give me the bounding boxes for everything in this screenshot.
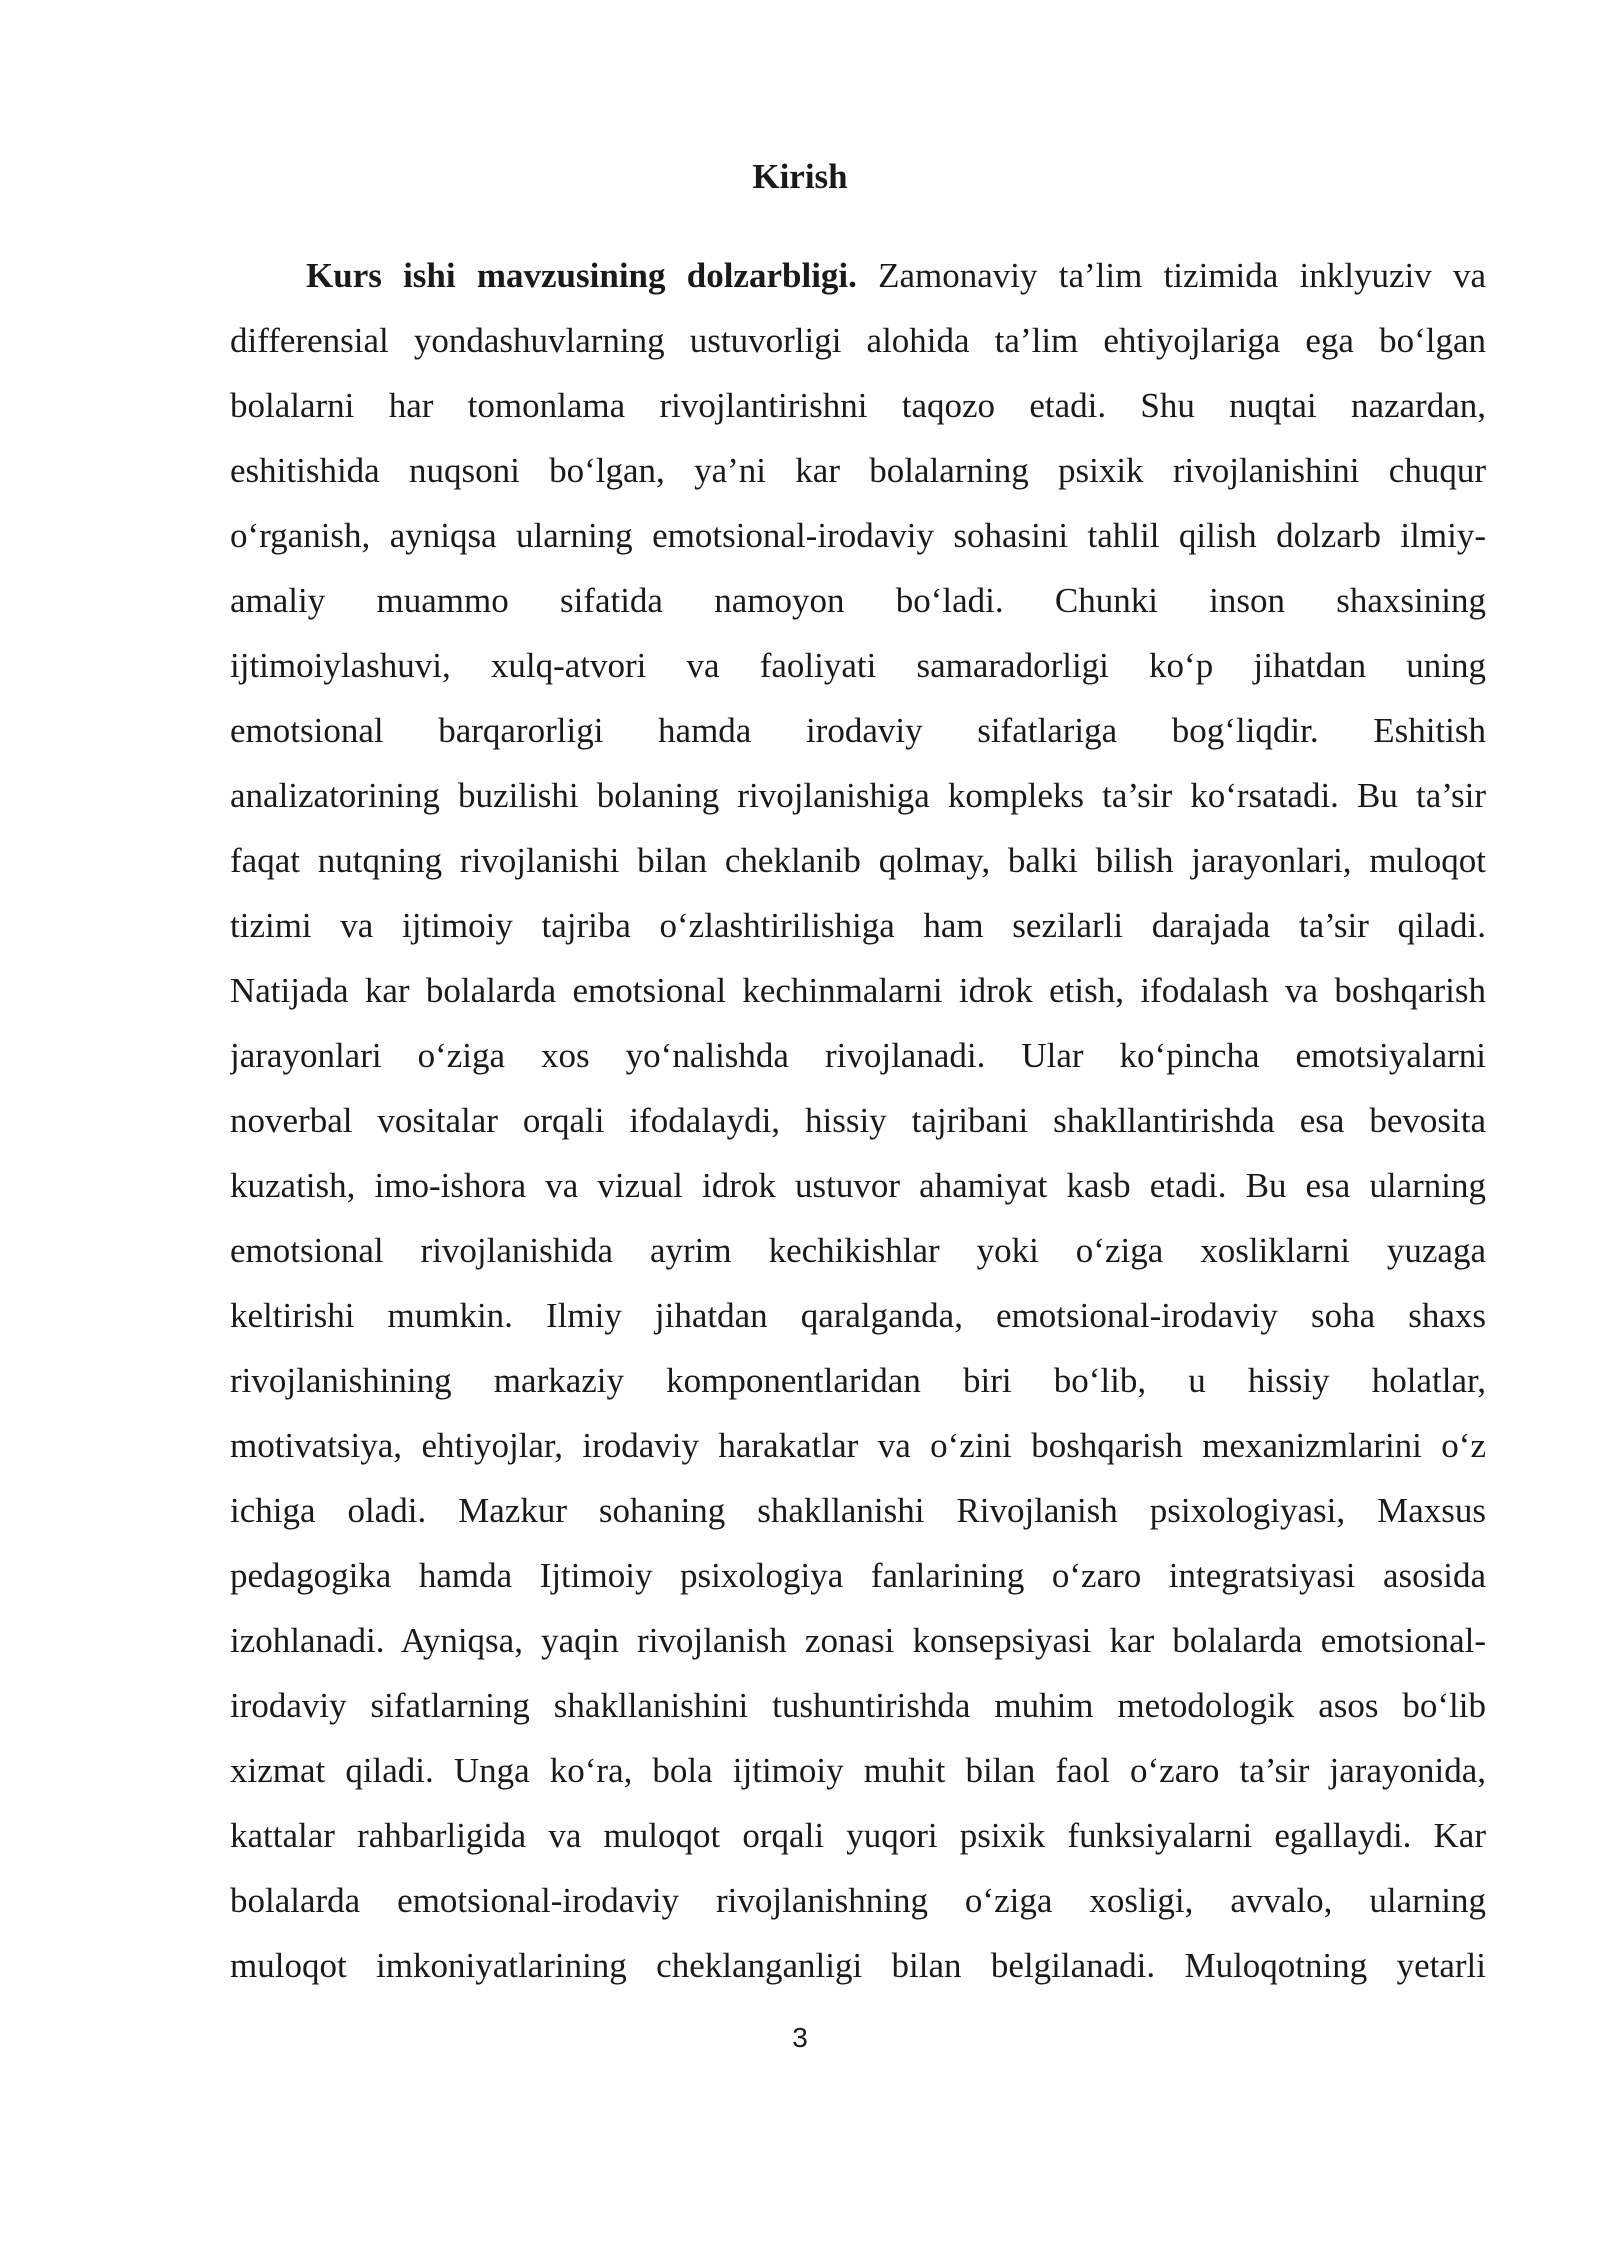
paragraph-line: bolalarni har tomonlama rivojlantirishni taqozo etadi. Shu nuqtai nazardan,	[230, 386, 1486, 425]
paragraph-line: bolalarda emotsional-irodaviy rivojlanishning o‘ziga xosligi, avvalo, ularning	[230, 1881, 1486, 1920]
section-heading: Kirish	[752, 157, 848, 196]
paragraph-line: tizimi va ijtimoiy tajriba o‘zlashtirilishiga ham sezilarli darajada ta’sir qiladi.	[230, 906, 1486, 945]
paragraph-line: jarayonlari o‘ziga xos yo‘nalishda rivojlanadi. Ular ko‘pincha emotsiyalarni	[230, 1036, 1486, 1075]
paragraph-line: muloqot imkoniyatlarining cheklanganligi bilan belgilanadi. Muloqotning yetarli	[230, 1946, 1486, 1985]
paragraph-line: rivojlanishining markaziy komponentlaridan biri bo‘lib, u hissiy holatlar,	[230, 1361, 1486, 1400]
paragraph-line: differensial yondashuvlarning ustuvorligi alohida ta’lim ehtiyojlariga ega bo‘lgan	[230, 321, 1486, 360]
paragraph-line: xizmat qiladi. Unga ko‘ra, bola ijtimoiy muhit bilan faol o‘zaro ta’sir jarayonida,	[230, 1751, 1486, 1790]
paragraph-line: analizatorining buzilishi bolaning rivojlanishiga kompleks ta’sir ko‘rsatadi. Bu ta’sir	[230, 776, 1486, 815]
paragraph-line: pedagogika hamda Ijtimoiy psixologiya fanlarining o‘zaro integratsiyasi asosida	[230, 1556, 1486, 1595]
paragraph-line: izohlanadi. Ayniqsa, yaqin rivojlanish zonasi konsepsiyasi kar bolalarda emotsional-	[230, 1621, 1486, 1660]
body-paragraph	[230, 243, 1486, 1998]
paragraph-line: ijtimoiylashuvi, xulq-atvori va faoliyati samaradorligi ko‘p jihatdan uning	[230, 646, 1486, 685]
paragraph-line: ichiga oladi. Mazkur sohaning shakllanishi Rivojlanish psixologiyasi, Maxsus	[230, 1491, 1486, 1530]
paragraph-line-text: Zamonaviy ta’lim tizimida inklyuziv va	[856, 256, 1486, 295]
paragraph-line: amaliy muammo sifatida namoyon bo‘ladi. Chunki inson shaxsining	[230, 581, 1486, 620]
paragraph-line: noverbal vositalar orqali ifodalaydi, hissiy tajribani shakllantirishda esa bevosita	[230, 1101, 1486, 1140]
paragraph-line: Natijada kar bolalarda emotsional kechinmalarni idrok etish, ifodalash va boshqarish	[230, 971, 1486, 1010]
paragraph-line: eshitishida nuqsoni bo‘lgan, ya’ni kar bolalarning psixik rivojlanishini chuqur	[230, 451, 1486, 490]
lead-phrase: Kurs ishi mavzusining dolzarbligi.	[306, 256, 857, 295]
paragraph-line: kuzatish, imo-ishora va vizual idrok ustuvor ahamiyat kasb etadi. Bu esa ularning	[230, 1166, 1486, 1205]
page-number: 3	[792, 2022, 808, 2053]
paragraph-line: keltirishi mumkin. Ilmiy jihatdan qaralganda, emotsional-irodaviy soha shaxs	[230, 1296, 1486, 1335]
paragraph-line: faqat nutqning rivojlanishi bilan cheklanib qolmay, balki bilish jarayonlari, muloqot	[230, 841, 1486, 880]
paragraph-line: emotsional rivojlanishida ayrim kechikishlar yoki o‘ziga xosliklarni yuzaga	[230, 1231, 1486, 1270]
paragraph-line: irodaviy sifatlarning shakllanishini tushuntirishda muhim metodologik asos bo‘lib	[230, 1686, 1486, 1725]
paragraph-line: motivatsiya, ehtiyojlar, irodaviy harakatlar va o‘zini boshqarish mexanizmlarini o‘z	[230, 1426, 1486, 1465]
paragraph-line	[230, 243, 1486, 308]
paragraph-line: kattalar rahbarligida va muloqot orqali yuqori psixik funksiyalarni egallaydi. Kar	[230, 1816, 1486, 1855]
paragraph-line: emotsional barqarorligi hamda irodaviy sifatlariga bog‘liqdir. Eshitish	[230, 711, 1486, 750]
paragraph-line: o‘rganish, ayniqsa ularning emotsional-irodaviy sohasini tahlil qilish dolzarb ilmiy-	[230, 516, 1486, 555]
